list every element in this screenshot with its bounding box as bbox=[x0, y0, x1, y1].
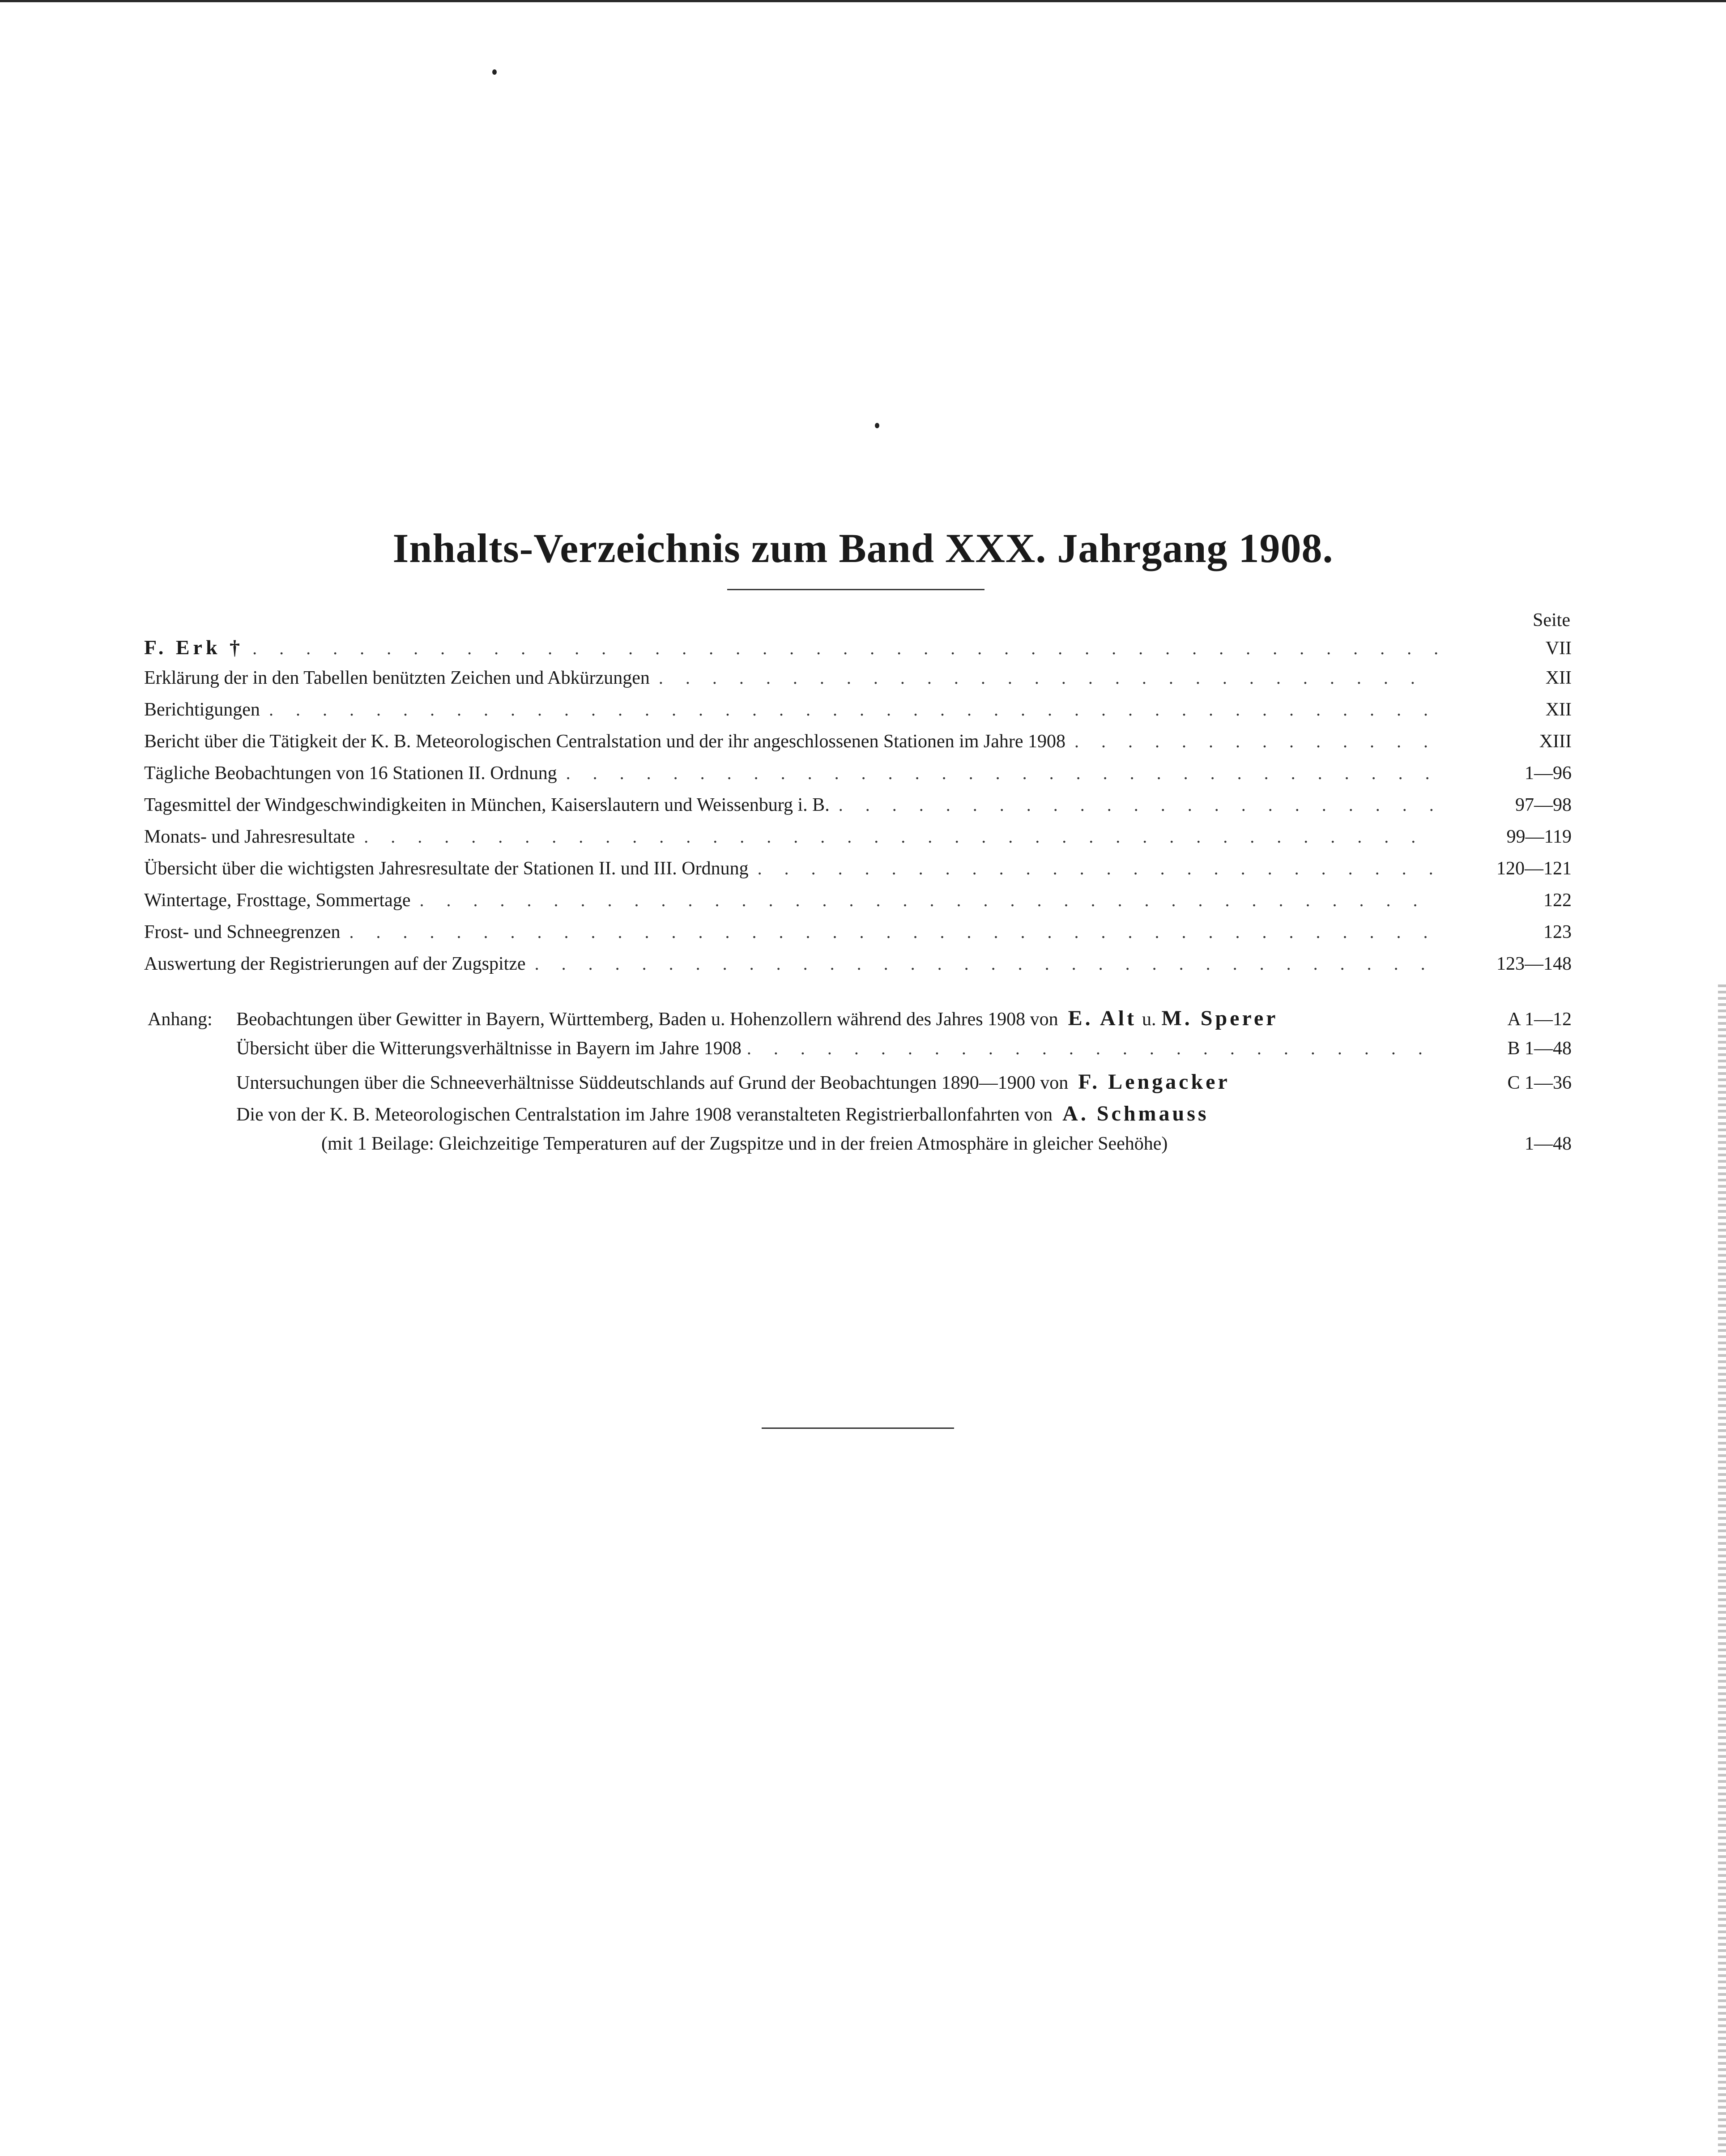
appendix-author: M. Sperer bbox=[1161, 1006, 1279, 1030]
toc-entry-page: 123 bbox=[1543, 922, 1572, 942]
toc-entry-page: 120—121 bbox=[1496, 858, 1572, 879]
toc-entry bbox=[144, 635, 1572, 667]
appendix-author: E. Alt bbox=[1068, 1006, 1137, 1030]
appendix-entry bbox=[148, 1006, 1572, 1038]
page-title: Inhalts-Verzeichnis zum Band XXX. Jahrgang 1908. bbox=[392, 525, 1334, 571]
toc-entry-page: 99—119 bbox=[1506, 827, 1572, 847]
dot-leader bbox=[839, 794, 1437, 815]
dot-leader bbox=[364, 826, 1437, 847]
toc-entry-page: 1—96 bbox=[1525, 763, 1572, 784]
toc-entry-title: Erklärung der in den Tabellen benützten Zeichen und Abkürzungen bbox=[144, 668, 650, 688]
toc-entry-page: 122 bbox=[1543, 890, 1572, 911]
appendix-entry bbox=[148, 1038, 1572, 1069]
appendix-entry-page: A 1—12 bbox=[1507, 1009, 1572, 1030]
toc-entry-page: XII bbox=[1545, 699, 1572, 720]
appendix-author: A. Schmauss bbox=[1062, 1102, 1209, 1125]
toc-entry bbox=[144, 953, 1572, 985]
ink-speck bbox=[875, 423, 879, 428]
toc-entry bbox=[144, 763, 1572, 794]
toc-entry-title: Auswertung der Registrierungen auf der Zugspitze bbox=[144, 954, 526, 974]
toc-entry-title: Tagesmittel der Windgeschwindigkeiten in München, Kaiserslautern und Weissenburg i. B. bbox=[144, 795, 830, 815]
toc-entry-page: VII bbox=[1545, 638, 1572, 659]
toc-entry-title: Bericht über die Tätigkeit der K. B. Meteorologischen Centralstation und der ihr angeschlossenen Stationen im Jahre 1908 bbox=[144, 731, 1066, 752]
appendix-entry-body bbox=[236, 1006, 1445, 1031]
appendix-entry-body bbox=[236, 1038, 1445, 1059]
appendix-entry-body bbox=[236, 1101, 1445, 1126]
appendix-entry bbox=[148, 1101, 1572, 1133]
appendix-entry-page: B 1—48 bbox=[1507, 1038, 1572, 1059]
closing-divider bbox=[762, 1427, 954, 1429]
appendix-entry-body bbox=[236, 1133, 1445, 1155]
dot-leader bbox=[349, 921, 1437, 942]
toc-entry-page: 97—98 bbox=[1515, 795, 1572, 815]
dot-leader bbox=[535, 953, 1437, 974]
title-divider bbox=[727, 589, 984, 590]
toc-entry-title: Monats- und Jahresresultate bbox=[144, 827, 355, 847]
dot-leader bbox=[1074, 731, 1437, 752]
appendix-entry-title: Die von der K. B. Meteorologischen Centralstation im Jahre 1908 veranstalteten Registrierballonfahrten von bbox=[236, 1104, 1053, 1125]
toc-entry-page: XIII bbox=[1539, 731, 1572, 752]
appendix-entry-page: 1—48 bbox=[1525, 1133, 1572, 1154]
toc-entry bbox=[144, 858, 1572, 890]
toc-entry-title: Übersicht über die wichtigsten Jahresresultate der Stationen II. und III. Ordnung bbox=[144, 858, 749, 879]
appendix-entry-title: Beobachtungen über Gewitter in Bayern, Württemberg, Baden u. Hohenzollern während des Jahres 1908 von bbox=[236, 1009, 1058, 1030]
toc-entry bbox=[144, 731, 1572, 763]
appendix-entry bbox=[148, 1069, 1572, 1101]
appendix-entry bbox=[148, 1133, 1572, 1165]
appendix-section bbox=[148, 1006, 1572, 1165]
toc-entry bbox=[144, 921, 1572, 953]
toc-entry bbox=[144, 826, 1572, 858]
page-column-header: Seite bbox=[1533, 610, 1570, 631]
dot-leader bbox=[758, 858, 1437, 879]
dot-leader bbox=[566, 763, 1437, 784]
toc-entry-page: 123—148 bbox=[1496, 954, 1572, 974]
toc-entry bbox=[144, 794, 1572, 826]
author-joiner: u. bbox=[1142, 1009, 1156, 1030]
dot-leader bbox=[659, 667, 1437, 688]
appendix-entry-page: C 1—36 bbox=[1507, 1073, 1572, 1093]
toc-entry-title: F. Erk † bbox=[144, 636, 244, 659]
dot-leader bbox=[419, 890, 1437, 911]
right-binding-edge bbox=[1718, 984, 1726, 2156]
dot-leader bbox=[252, 638, 1437, 659]
toc-entry bbox=[144, 890, 1572, 921]
toc-entry-title: Tägliche Beobachtungen von 16 Stationen II. Ordnung bbox=[144, 763, 557, 784]
dot-leader bbox=[747, 1038, 1445, 1059]
appendix-author: F. Lengacker bbox=[1078, 1070, 1230, 1094]
toc-entry-title: Frost- und Schneegrenzen bbox=[144, 922, 341, 942]
toc-entry bbox=[144, 699, 1572, 731]
appendix-entry-title: Übersicht über die Witterungsverhältnisse in Bayern im Jahre 1908 bbox=[236, 1038, 742, 1059]
table-of-contents bbox=[144, 635, 1572, 985]
top-edge-rule bbox=[0, 0, 1726, 2]
appendix-entry-title: Untersuchungen über die Schneeverhältnisse Süddeutschlands auf Grund der Beobachtungen 1890—1900 von bbox=[236, 1073, 1069, 1093]
appendix-entry-title: (mit 1 Beilage: Gleichzeitige Temperaturen auf der Zugspitze und in der freien Atmosphäre in gleicher Seehöhe) bbox=[321, 1133, 1168, 1154]
toc-entry bbox=[144, 667, 1572, 699]
ink-speck bbox=[492, 69, 497, 75]
dot-leader bbox=[269, 699, 1437, 720]
toc-entry-title: Wintertage, Frosttage, Sommertage bbox=[144, 890, 411, 911]
toc-entry-title: Berichtigungen bbox=[144, 699, 260, 720]
appendix-label: Anhang: bbox=[148, 1009, 213, 1030]
toc-entry-page: XII bbox=[1545, 668, 1572, 688]
appendix-entry-body bbox=[236, 1069, 1445, 1094]
